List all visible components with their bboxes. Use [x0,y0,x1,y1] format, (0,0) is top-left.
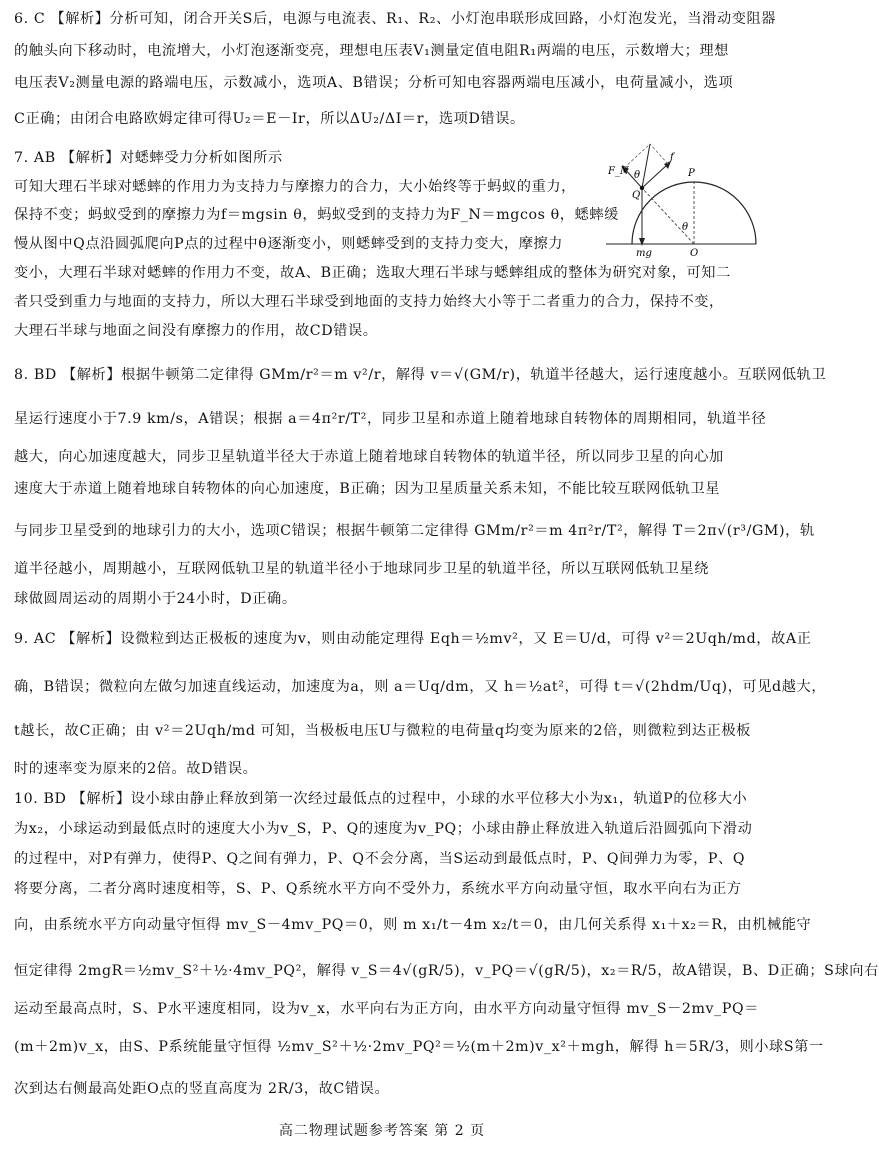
page-footer: 高二物理试题参考答案 第 2 页 [278,1123,486,1139]
q9-line-4: 时的速率变为原来的2倍。故D错误。 [14,761,258,777]
q10-line-5: 向，由系统水平方向动量守恒得 mv_S－4mv_PQ＝0，则 m x₁/t－4m x₂/t＝0，由几何关系得 x₁＋x₂＝R，由机械能守 [14,917,812,933]
q8-line-1: 8. BD 【解析】根据牛顿第二定律得 GMm/r²＝m v²/r，解得 v＝√(GM/r)，轨道半径越大，运行速度越小。互联网低轨卫 [14,367,827,383]
q6-line-1: 6. C 【解析】分析可知，闭合开关S后，电源与电流表、R₁、R₂、小灯泡串联形成回路，小灯泡发光，当滑动变阻器 [14,11,777,27]
q6-line-2: 的触头向下移动时，电流增大，小灯泡逐渐变亮，理想电压表V₁测量定值电阻R₁两端的电压，示数增大；理想 [14,43,729,59]
radius-to-q [642,188,694,244]
q9-line-3: t越长，故C正确；由 v²＝2Uqh/md 可知，当极板电压U与微粒的电荷量q均变为原来的2倍，则微粒到达正极板 [14,723,751,739]
label-fn: F_N [608,166,629,177]
q7-line-7: 大理石半球与地面之间没有摩擦力的作用，故CD错误。 [14,323,378,339]
label-o: O [690,248,699,259]
q7-line-2: 可知大理石半球对蟋蟀的作用力为支持力与摩擦力的合力，大小始终等于蚂蚁的重力， [14,179,576,195]
q10-line-6: 恒定律得 2mgR＝½mv_S²＋½·4mv_PQ²，解得 v_S＝4√(gR/5)，v_PQ＝√(gR/5)，x₂＝R/5，故A错误，B、D正确；S球向右 [14,963,879,979]
q8-line-5: 与同步卫星受到的地球引力的大小，选项C错误；根据牛顿第二定律得 GMm/r²＝m 4π²r/T²，解得 T＝2π√(r³/GM)，轨 [14,523,815,539]
q10-line-4: 将要分离，二者分离时速度相等，S、P、Q系统水平方向不受外力，系统水平方向动量守恒，取水平向右为正方 [14,881,742,897]
q10-line-2: 为x₂，小球运动到最低点时的速度大小为v_S，P、Q的速度为v_PQ；小球由静止释放进入轨道后沿圆弧向下滑动 [14,821,753,837]
q8-line-7: 球做圆周运动的周期小于24小时，D正确。 [14,591,297,607]
parallelogram-b [650,144,668,164]
q9-line-2: 确，B错误；微粒向左做匀加速直线运动，加速度为a，则 a＝Uq/dm，又 h＝½at²，可得 t＝√(2hdm/Uq)，可见d越大， [14,679,827,695]
q10-line-9: 次到达右侧最高处距O点的竖直高度为 2R/3，故C错误。 [14,1081,390,1097]
q8-line-2: 星运行速度小于7.9 km/s，A错误；根据 a＝4π²r/T²，同步卫星和赤道上随着地球自转物体的周期相同，轨道半径 [14,411,767,427]
label-theta-1: θ [634,170,641,181]
q6-line-4: C正确；由闭合电路欧姆定律可得U₂＝E－Ir，所以ΔU₂/ΔI＝r，选项D错误。 [14,111,525,127]
label-p: P [688,168,695,179]
label-mg: mg [636,248,652,259]
q10-line-1: 10. BD 【解析】设小球由静止释放到第一次经过最低点的过程中，小球的水平位移大小为x₁，轨道P的位移大小 [14,791,748,807]
q7-line-1: 7. AB 【解析】对蟋蟀受力分析如图所示 [14,150,283,166]
q9-line-1: 9. AC 【解析】设微粒到达正极板的速度为v，则由动能定理得 Eqh＝½mv²，又 E＝U/d，可得 v²＝2Uqh/md，故A正 [14,631,812,647]
q10-line-8: (m＋2m)v_x，由S、P系统能量守恒得 ½mv_S²＋½·2mv_PQ²＝½(m＋2m)v_x²＋mgh，解得 h＝5R/3，则小球S第一 [14,1039,824,1055]
label-q: Q [632,190,641,201]
q10-line-7: 运动至最高点时，S、P水平速度相同，设为v_x，水平向右为正方向，由水平方向动量守恒得 mv_S－2mv_PQ＝ [14,1001,760,1017]
q7-line-4: 慢从图中Q点沿圆弧爬向P点的过程中θ逐渐变小，则蟋蟀受到的支持力变大，摩擦力 [14,236,564,252]
insect-point-q [640,186,644,190]
q6-line-3: 电压表V₂测量电源的路端电压，示数减小，选项A、B错误；分析可知电容器两端电压减小，电荷量减小，选项 [14,75,734,91]
label-theta-2: θ [682,222,689,233]
label-f: f [670,152,674,163]
q7-line-3: 保持不变；蚂蚁受到的摩擦力为f＝mgsin θ，蚂蚁受到的支持力为F_N＝mgcos θ，蟋蟀缓 [14,207,619,223]
force-diagram [602,140,760,258]
gravity-arrowhead [639,238,645,246]
q7-line-5: 变小，大理石半球对蟋蟀的作用力不变，故A、B正确；选取大理石半球与蟋蟀组成的整体为研究对象，可知二 [14,265,731,281]
q8-line-6: 道半径越小，周期越小，互联网低轨卫星的轨道半径小于地球同步卫星的轨道半径，所以互联网低轨卫星绕 [14,561,710,577]
q7-line-6: 者只受到重力与地面的支持力，所以大理石半球受到地面的支持力始终大小等于二者重力的合力，保持不变， [14,294,724,310]
q8-line-3: 越大，向心加速度越大，同步卫星轨道半径大于赤道上随着地球自转物体的轨道半径，所以同步卫星的向心加 [14,449,724,465]
q10-line-3: 的过程中，对P有弹力，使得P、Q之间有弹力，P、Q不会分离，当S运动到最低点时，P、Q间弹力为零，P、Q [14,851,746,867]
q8-line-4: 速度大于赤道上随着地球自转物体的向心加速度，B正确；因为卫星质量关系未知，不能比较互联网低轨卫星 [14,481,721,497]
